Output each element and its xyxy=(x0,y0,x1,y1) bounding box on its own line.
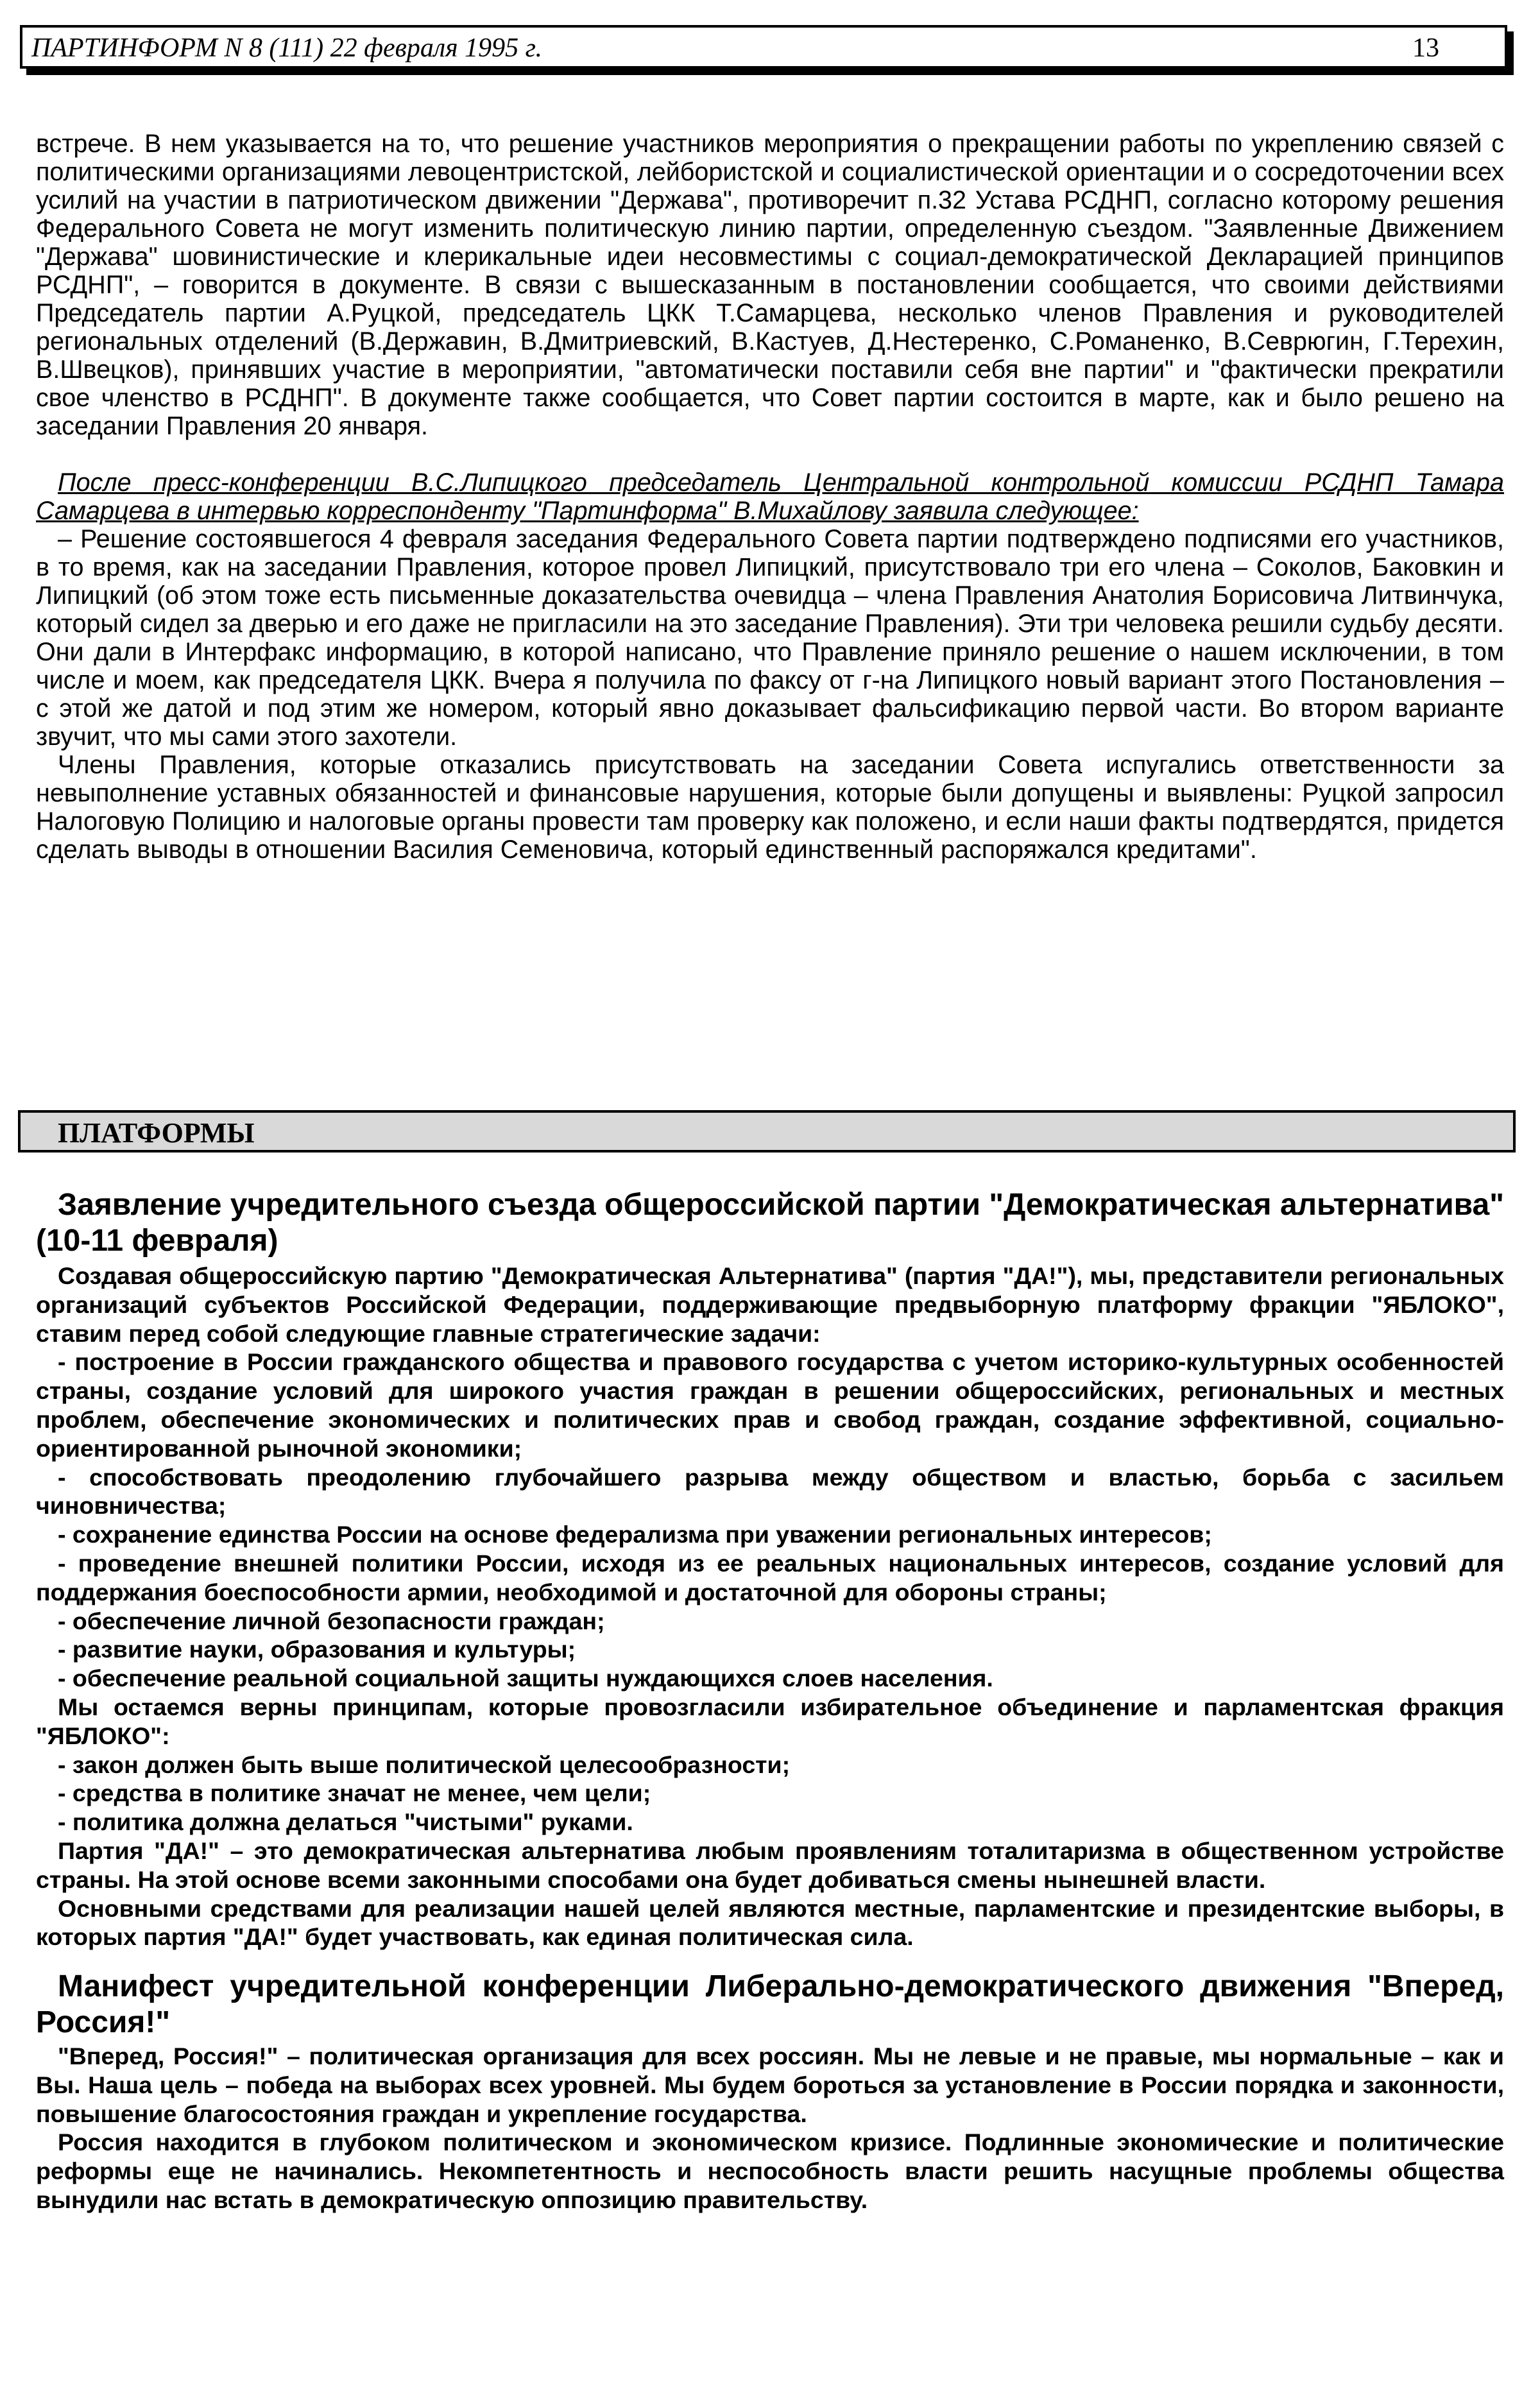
page-number: 13 xyxy=(1412,33,1439,63)
publication-header: ПАРТИНФОРМ N 8 (111) 22 февраля 1995 г. xyxy=(31,33,542,63)
article-body xyxy=(36,130,1504,864)
article-paragraph-3: Члены Правления, которые отказались присутствовать на заседании Совета испугались ответственности за невыполнение уставных обязанностей и финансовые нарушения, которые были допущены и выявлены: Руцкой запросил Налоговую Полицию и налоговые органы провести там проверку как положено, и если наши факты подтвердятся, придется сделать выводы в отношении Василия Семеновича, который единственный распоряжался кредитами". xyxy=(36,751,1504,864)
manifesto-paragraph-2: Россия находится в глубоком политическом и экономическом кризисе. Подлинные экономические и политические реформы еще не начинались. Некомпетентность и неспособность власти решить насущные проблемы общества вынудили нас встать в демократическую оппозицию правительству. xyxy=(36,2129,1504,2213)
manifesto-section xyxy=(36,1969,1504,2215)
principle-item: - политика должна делаться "чистыми" руками. xyxy=(58,1808,633,1836)
section-heading-label: ПЛАТФОРМЫ xyxy=(58,1117,255,1149)
goal-item: - сохранение единства России на основе федерализма при уважении региональных интересов; xyxy=(58,1521,1212,1548)
principle-item: - закон должен быть выше политической целесообразности; xyxy=(58,1751,791,1778)
goal-item: - проведение внешней политики России, исходя из ее реальных национальных интересов, создание условий для поддержания боеспособности армии, необходимой и достаточной для обороны страны; xyxy=(36,1549,1504,1606)
manifesto-title: Манифест учредительной конференции Либерально-демократического движения "Вперед, Россия!" xyxy=(36,1969,1504,2039)
article-lead: После пресс-конференции В.С.Липицкого председатель Центральной контрольной комиссии РСДНП Тамара Самарцева в интервью корреспонденту "Партинформа" В.Михайлову заявила следующее: xyxy=(36,468,1504,525)
goal-item: - построение в России гражданского общества и правового государства с учетом историко-культурных особенностей страны, создание условий для широкого участия граждан в решении общероссийских, региональных и местных проблем, обеспечение экономических и политических прав и свобод граждан, создание эффективной, социально-ориентированной рыночной экономики; xyxy=(36,1348,1504,1462)
goal-item: - развитие науки, образования и культуры; xyxy=(58,1636,576,1663)
goal-item: - обеспечение личной безопасности граждан; xyxy=(58,1607,605,1634)
manifesto-paragraph-1: "Вперед, Россия!" – политическая организация для всех россиян. Мы не левые и не правые, мы нормальные – как и Вы. Наша цель – победа на выборах всех уровней. Мы будем бороться за установление в России порядка и законности, повышение благосостояния граждан и укрепление государства. xyxy=(36,2043,1504,2127)
statement-intro: Создавая общероссийскую партию "Демократическая Альтернатива" (партия "ДА!"), мы, представители региональных организаций субъектов Российской Федерации, поддерживающие предвыборную платформу фракции "ЯБЛОКО", ставим перед собой следующие главные стратегические задачи: xyxy=(36,1262,1504,1347)
principles-intro: Мы остаемся верны принципам, которые провозгласили избирательное объединение и парламентская фракция "ЯБЛОКО": xyxy=(36,1693,1504,1749)
goal-item: - способствовать преодолению глубочайшего разрыва между обществом и властью, борьба с засильем чиновничества; xyxy=(36,1463,1504,1520)
article-paragraph-2: – Решение состоявшегося 4 февраля заседания Федерального Совета партии подтверждено подписями его участников, в то время, как на заседании Правления, которое провел Липицкий, присутствовало три его члена – Соколов, Баковкин и Липицкий (об этом тоже есть письменные доказательства очевидца – члена Правления Анатолия Борисовича Литвинчука, который сидел за дверью и его даже не пригласили на это заседание Правления). Эти три человека решили судьбу десяти. Они дали в Интерфакс информацию, в которой написано, что Правление приняло решение о нашем исключении, в том числе и моем, как председателя ЦКК. Вчера я получила по факсу от г-на Липицкого новый вариант этого Постановления – с этой же датой и под этим же номером, который явно доказывает фальсификацию первой части. Во втором варианте звучит, что мы сами этого захотели. xyxy=(36,525,1504,751)
section-heading xyxy=(18,1110,1516,1152)
statement-means-paragraph: Основными средствами для реализации нашей целей являются местные, парламентские и президентские выборы, в которых партия "ДА!" будет участвовать, как единая политическая сила. xyxy=(36,1894,1504,1951)
statement-title: Заявление учредительного съезда общероссийской партии "Демократическая альтернатива" (10-11 февраля) xyxy=(36,1188,1504,1258)
statement-section xyxy=(36,1187,1504,1951)
article-paragraph-1: встрече. В нем указывается на то, что решение участников мероприятия о прекращении работы по укреплению связей с политическими организациями левоцентристской, лейбористской и социалистической ориентации и о сосредоточении всех усилий на участии в патриотическом движении "Держава", противоречит п.32 Устава РСДНП, согласно которому решения Федерального Совета не могут изменить политическую линию партии, определенную съездом. "Заявленные Движением "Держава" шовинистические и клерикальные идеи несовместимы с социал-демократической Декларацией принципов РСДНП", – говорится в документе. В связи с вышесказанным в постановлении сообщается, что своими действиями Председатель партии А.Руцкой, председатель ЦКК Т.Самарцева, несколько членов Правления и руководителей региональных отделений (В.Державин, В.Дмитриевский, В.Кастуев, Д.Нестеренко, С.Романенко, В.Севрюгин, Г.Терехин, В.Швецков), принявших участие в мероприятии, "автоматически поставили себя вне партии" и "фактически прекратили свое членство в РСДНП". В документе также сообщается, что Совет партии состоится в марте, как и было решено на заседании Правления 20 января. xyxy=(36,130,1504,440)
statement-party-paragraph: Партия "ДА!" – это демократическая альтернатива любым проявлениям тоталитаризма в общественном устройстве страны. На этой основе всеми законными способами она будет добиваться смены нынешней власти. xyxy=(36,1837,1504,1893)
goal-item: - обеспечение реальной социальной защиты нуждающихся слоев населения. xyxy=(58,1665,993,1692)
principle-item: - средства в политике значат не менее, чем цели; xyxy=(58,1779,651,1807)
page-header xyxy=(20,25,1507,69)
